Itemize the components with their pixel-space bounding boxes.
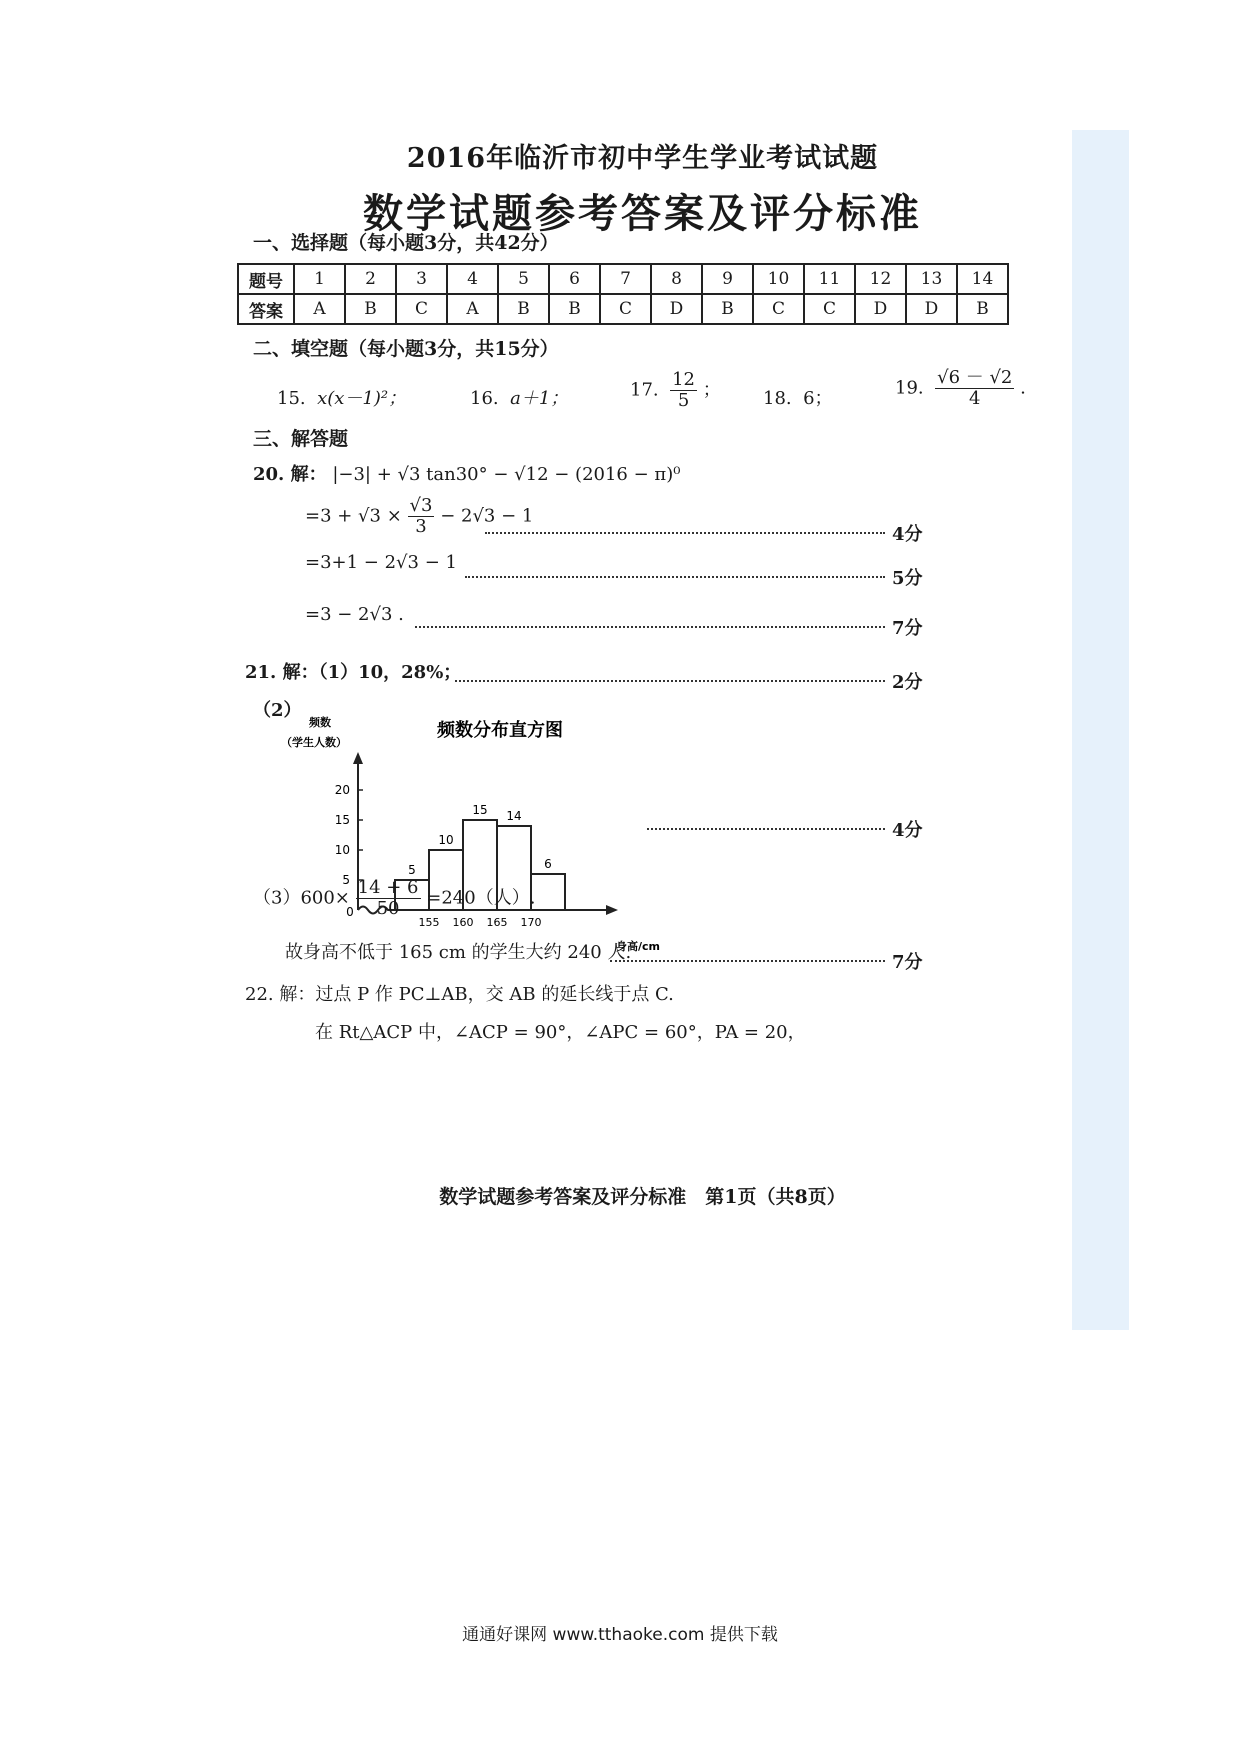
histogram-bar	[531, 874, 565, 910]
bar-value-label: 14	[506, 809, 522, 823]
question-number: 16.	[470, 388, 499, 409]
step-text: （3）600×	[253, 887, 350, 909]
dotted-leader	[647, 828, 885, 830]
q21-part1: 21. 解：（1）10，28%；	[245, 662, 462, 683]
exam-title: 2016年临沂市初中学生学业考试试题	[406, 143, 879, 174]
answer-tail: .	[1020, 377, 1026, 399]
score-label: 4分	[892, 524, 923, 545]
q21-conclusion: 故身高不低于 165 cm 的学生大约 240 人.	[285, 942, 632, 963]
table-cell: C	[753, 294, 804, 324]
q20-label: 20. 解：	[253, 464, 327, 485]
table-cell: 11	[804, 264, 855, 294]
table-cell: B	[549, 294, 600, 324]
dotted-leader	[415, 626, 885, 628]
q20-expression: |−3| + √3 tan30° − √12 − (2016 − π)⁰	[332, 464, 681, 485]
table-cell: 7	[600, 264, 651, 294]
section3-heading: 三、解答题	[253, 428, 349, 450]
dotted-leader	[465, 576, 885, 578]
score-label: 7分	[892, 952, 923, 973]
table-cell: D	[855, 294, 906, 324]
side-panel	[1072, 130, 1129, 1330]
table-cell: C	[396, 294, 447, 324]
table-cell: A	[447, 294, 498, 324]
table-cell: B	[498, 294, 549, 324]
dotted-leader	[610, 960, 885, 962]
x-tick-label: 165	[486, 916, 508, 929]
x-axis-arrow	[606, 905, 618, 915]
fill-q19	[895, 368, 1026, 409]
y-tick-label: 5	[342, 873, 350, 887]
fraction-numerator: √6 － √2	[937, 367, 1013, 388]
fraction-denominator: 3	[415, 515, 427, 537]
download-credit: 通通好课网 www.tthaoke.com 提供下载	[462, 1625, 778, 1645]
step-text: − 2√3 − 1	[440, 505, 534, 527]
bar-value-label: 5	[408, 863, 416, 877]
table-cell: C	[600, 294, 651, 324]
fraction	[356, 878, 421, 919]
y-axis-label-sub: （学生人数）	[281, 736, 347, 749]
y-axis-label: 频数	[309, 716, 331, 729]
score-label: 4分	[892, 820, 923, 841]
table-cell: 8	[651, 264, 702, 294]
fraction-denominator: 50	[376, 897, 400, 919]
answer-text: 6；	[803, 388, 833, 409]
table-cell: D	[651, 294, 702, 324]
x-tick-label: 160	[452, 916, 474, 929]
origin-label: 0	[346, 905, 354, 919]
table-cell: 1	[294, 264, 345, 294]
bar-value-label: 15	[472, 803, 488, 817]
chart-title: 频数分布直方图	[437, 720, 563, 741]
x-tick-label: 170	[520, 916, 542, 929]
section2-heading: 二、填空题（每小题3分，共15分）	[253, 338, 559, 360]
choice-answer-table	[237, 263, 1009, 325]
fill-q18	[763, 384, 833, 410]
table-header-cell: 题号	[238, 264, 294, 294]
document-title: 数学试题参考答案及评分标准	[363, 190, 922, 237]
score-label: 2分	[892, 672, 923, 693]
table-cell: 4	[447, 264, 498, 294]
table-cell: 9	[702, 264, 753, 294]
dotted-leader	[485, 532, 885, 534]
table-header-cell: 答案	[238, 294, 294, 324]
fraction-numerator: 12	[672, 369, 695, 390]
q20-step2: =3+1 − 2√3 − 1	[305, 552, 457, 573]
q21-part3	[253, 878, 535, 919]
table-cell: 14	[957, 264, 1008, 294]
fraction-denominator: 4	[969, 387, 981, 409]
y-axis-arrow	[353, 752, 363, 764]
table-cell: 2	[345, 264, 396, 294]
table-row-numbers	[238, 264, 1008, 294]
table-cell: 3	[396, 264, 447, 294]
table-cell: 6	[549, 264, 600, 294]
y-tick-label: 15	[334, 813, 350, 827]
q20-step3: =3 − 2√3 .	[305, 604, 404, 625]
fraction	[935, 368, 1014, 409]
q21-part2-label: （2）	[253, 700, 302, 721]
table-row-answers	[238, 294, 1008, 324]
q22-line1: 22. 解：过点 P 作 PC⊥AB，交 AB 的延长线于点 C.	[245, 984, 674, 1005]
section1-heading: 一、选择题（每小题3分，共42分）	[253, 232, 559, 254]
page-footer: 数学试题参考答案及评分标准 第1页（共8页）	[439, 1186, 846, 1208]
table-cell: 13	[906, 264, 957, 294]
question-number: 15.	[277, 388, 306, 409]
fill-q15	[277, 384, 406, 410]
table-cell: 5	[498, 264, 549, 294]
table-cell: B	[957, 294, 1008, 324]
score-label: 5分	[892, 568, 923, 589]
question-number: 19.	[895, 377, 924, 399]
q22-line2: 在 Rt△ACP 中，∠ACP = 90°，∠APC = 60°，PA = 20，	[315, 1022, 806, 1043]
answer-sheet-page	[215, 130, 1070, 1330]
x-axis-label: 身高/cm	[616, 940, 660, 953]
step-text: =3 + √3 ×	[305, 505, 402, 527]
table-cell: 12	[855, 264, 906, 294]
step-text: =240（人）.	[426, 887, 536, 909]
bar-value-label: 6	[544, 857, 552, 871]
table-cell: A	[294, 294, 345, 324]
fraction-numerator: 14 + 6	[357, 877, 419, 898]
answer-text: a＋1；	[510, 388, 569, 409]
table-cell: 10	[753, 264, 804, 294]
dotted-leader	[455, 680, 885, 682]
table-cell: B	[345, 294, 396, 324]
fill-q16	[470, 384, 568, 410]
table-cell: B	[702, 294, 753, 324]
fraction	[408, 496, 435, 537]
fraction	[670, 370, 697, 411]
y-tick-label: 10	[334, 843, 350, 857]
bar-value-label: 10	[438, 833, 454, 847]
q20-problem	[253, 460, 680, 486]
fraction-numerator: √3	[409, 495, 433, 516]
x-tick-label: 155	[418, 916, 440, 929]
question-number: 18.	[763, 388, 792, 409]
answer-text: x(x－1)²；	[317, 388, 407, 409]
question-number: 17.	[630, 379, 659, 401]
q20-step1	[305, 496, 533, 537]
fill-q17	[630, 370, 721, 411]
table-cell: C	[804, 294, 855, 324]
score-label: 7分	[892, 618, 923, 639]
fraction-denominator: 5	[677, 389, 690, 411]
answer-tail: ；	[702, 379, 721, 401]
y-tick-label: 20	[334, 783, 350, 797]
table-cell: D	[906, 294, 957, 324]
